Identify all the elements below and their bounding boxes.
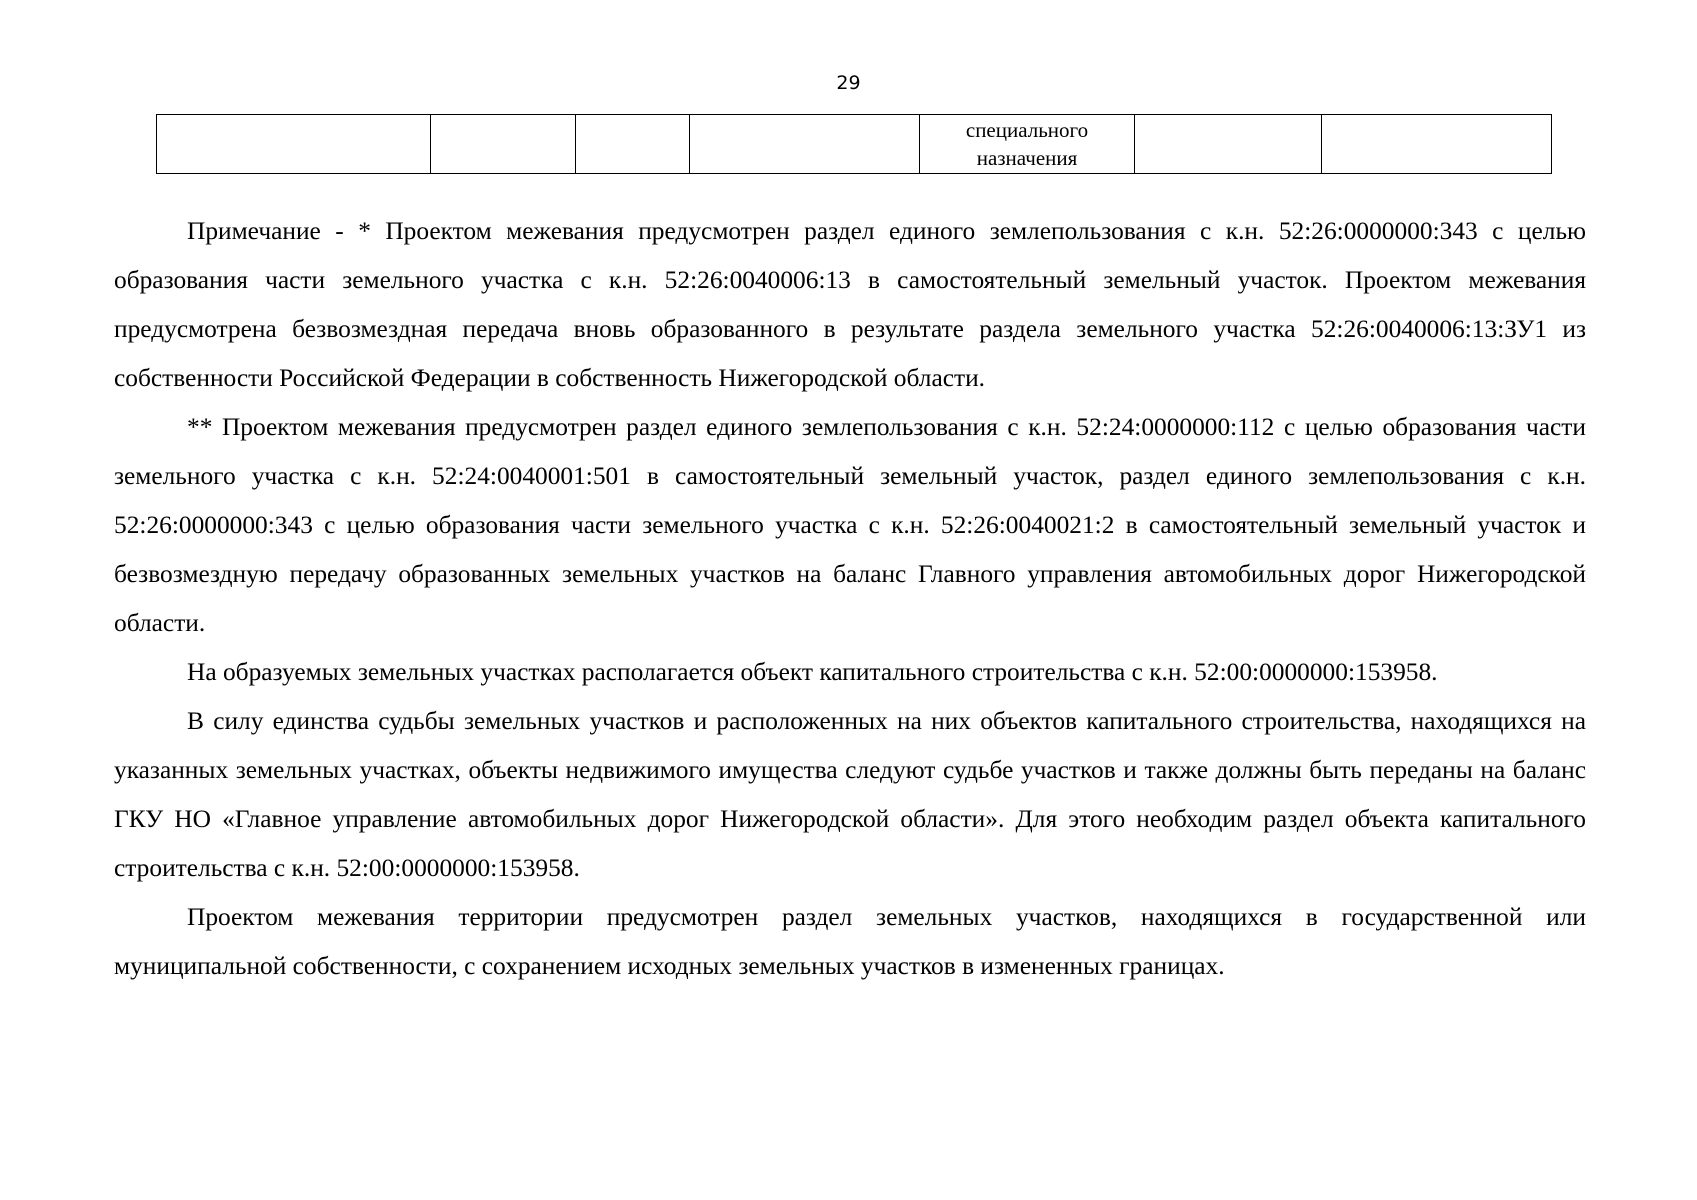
- note-paragraph: Примечание - * Проектом межевания предусмотрен раздел единого землепользования с к.н. 52:26:0000000:343 с целью образования части земельного участка с к.н. 52:26:0040006:13 в самостоятельный земельный участок. Проектом межевания предусмотрена безвозмездная передача вновь образованного в результате раздела земельного участка 52:26:0040006:13:ЗУ1 из собственности Российской Федерации в собственность Нижегородской области.: [114, 217, 1586, 392]
- table-cell-purpose: [920, 115, 1135, 174]
- table-cell: [690, 115, 920, 174]
- table-cell: [431, 115, 576, 174]
- table-cell: [157, 115, 431, 174]
- table-cell: [1135, 115, 1322, 174]
- table-cell: [1322, 115, 1552, 174]
- table-row: [157, 115, 1552, 174]
- paragraph-division: Проектом межевания территории предусмотрен раздел земельных участков, находящихся в государственной или муниципальной собственности, с сохранением исходных земельных участков в измененных границах.: [114, 903, 1586, 980]
- document-body: [114, 207, 1586, 991]
- paragraph-unity-of-fate: В силу единства судьбы земельных участков и расположенных на них объектов капитального строительства, находящихся на указанных земельных участках, объекты недвижимого имущества следуют судьбе участков и также должны быть переданы на баланс ГКУ НО «Главное управление автомобильных дорог Нижегородской области». Для этого необходим раздел объекта капитального строительства с к.н. 52:00:0000000:153958.: [114, 707, 1586, 882]
- table-cell-text: специального назначения: [965, 118, 1089, 170]
- paragraph-capital-object: На образуемых земельных участках располагается объект капитального строительства с к.н. 52:00:0000000:153958.: [187, 658, 1438, 686]
- table-continuation: [156, 114, 1552, 174]
- note-paragraph-double-asterisk: ** Проектом межевания предусмотрен раздел единого землепользования с к.н. 52:24:0000000:112 с целью образования части земельного участка с к.н. 52:24:0040001:501 в самостоятельный земельный участок, раздел единого землепользования с к.н. 52:26:0000000:343 с целью образования части земельного участка с к.н. 52:26:0040021:2 в самостоятельный земельный участок и безвозмездную передачу образованных земельных участков на баланс Главного управления автомобильных дорог Нижегородской области.: [114, 413, 1586, 637]
- table-cell: [576, 115, 690, 174]
- page-number: 29: [836, 72, 861, 94]
